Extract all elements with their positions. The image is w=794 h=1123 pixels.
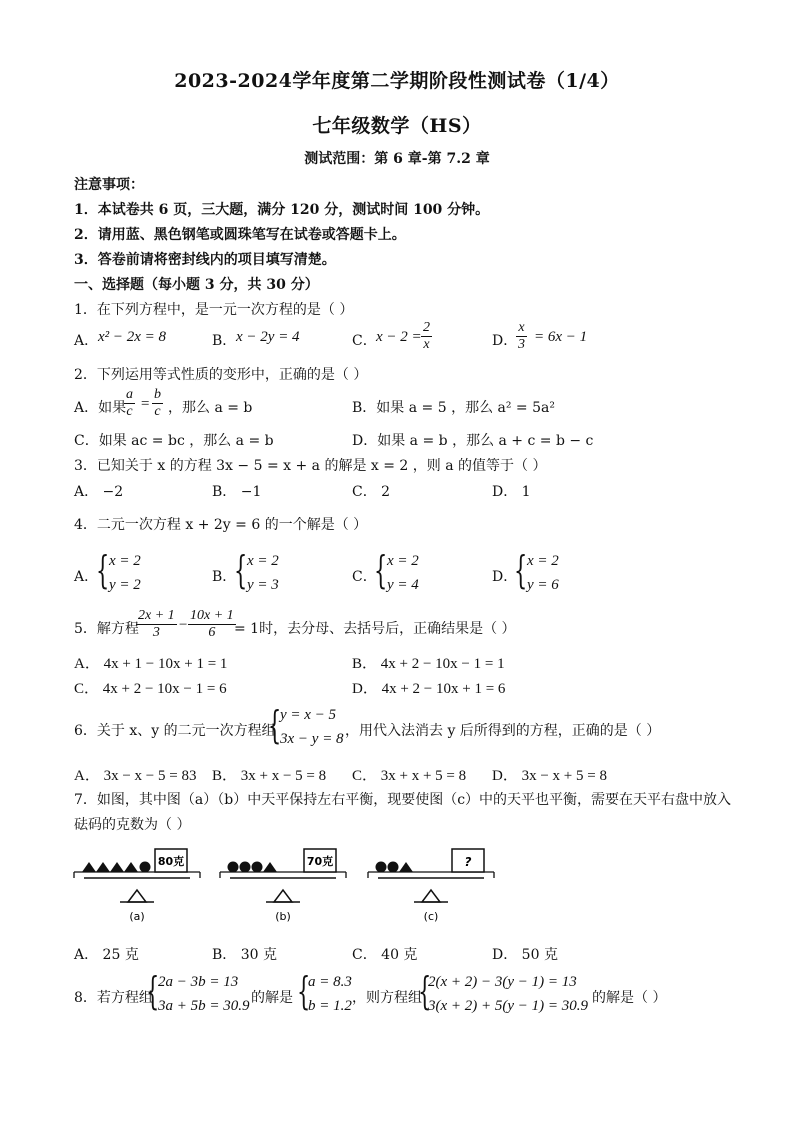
q6-equation-2: 3x − y = 8 [280, 731, 344, 747]
q4-option-d-brace: { [514, 548, 528, 592]
q4-option-a-y: y = 2 [109, 577, 141, 593]
q5-fraction-2: $\frac{10x + 1}{6}$ [190, 608, 234, 640]
q1-option-d-label: D． [492, 333, 518, 349]
q5-option-c: C． 4x + 2 − 10x − 1 = 6 [74, 681, 227, 697]
test-scope: 测试范围：第 6 章-第 7.2 章 [304, 151, 490, 167]
q5-option-a: A． 4x + 1 − 10x + 1 = 1 [74, 656, 228, 672]
q2-option-d: D．如果 a = b ，那么 a + c = b − c [352, 433, 594, 449]
q1-option-c-fraction: $\frac{2}{x}$ [423, 320, 430, 352]
figure-label-b: (b) [275, 910, 291, 923]
q1-option-a-label: A． [74, 333, 99, 349]
weight-label-c: ? [464, 855, 472, 869]
q8-equation-1: 2a − 3b = 13 [158, 974, 239, 990]
q6-stem-pre: 6．关于 x、y 的二元一次方程组 [74, 723, 276, 739]
q2-option-a-fraction-1: $\frac{a}{c}$ [126, 387, 133, 419]
q4-option-d-x: x = 2 [527, 553, 559, 569]
q1-option-d-fraction: $\frac{x}{3}$ [518, 320, 525, 352]
question-7-stem-line-2: 砝码的克数为（ ） [74, 817, 191, 833]
exam-subtitle: 七年级数学（HS） [312, 115, 482, 137]
exam-title: 2023-2024学年度第二学期阶段性测试卷（1/4） [174, 70, 620, 92]
q4-option-c-x: x = 2 [387, 553, 419, 569]
balance-scale-c [368, 849, 494, 923]
q5-minus: − [178, 617, 189, 633]
q6-system-brace: { [268, 703, 282, 747]
q8-stem-post: 的解是（ ） [592, 990, 667, 1006]
q1-option-b: x − 2y = 4 [236, 329, 300, 345]
q8-system-2-brace: { [418, 969, 432, 1013]
q8-solution-brace: { [297, 969, 311, 1013]
q3-option-b: B． −1 [212, 484, 262, 500]
q5-option-d: D． 4x + 2 − 10x + 1 = 6 [352, 681, 506, 697]
q5-stem-post: = 1时，去分母、去括号后，正确结果是（ ） [234, 621, 516, 637]
q2-option-a-pre: A．如果 [74, 400, 127, 416]
q8-solution-a: a = 8.3 [308, 974, 352, 990]
q6-option-c: C． 3x + x + 5 = 8 [352, 768, 467, 784]
q4-option-c-brace: { [374, 548, 388, 592]
weight-label-b: 70克 [306, 855, 334, 868]
q2-option-a-post: ，那么 a = b [168, 400, 253, 416]
q1-option-c-lhs: x − 2 = [376, 329, 422, 345]
q4-option-b-x: x = 2 [247, 553, 279, 569]
q8-stem-mid: 的解是 [251, 990, 293, 1006]
notes-heading: 注意事项： [74, 177, 144, 193]
q7-option-c: C． 40 克 [352, 947, 418, 963]
q1-option-a: x² − 2x = 8 [98, 329, 167, 345]
balance-scale-b [220, 849, 346, 923]
q1-option-d-rhs: = 6x − 1 [534, 329, 588, 345]
figure-label-a: (a) [129, 910, 145, 923]
note-item: 3．答卷前请将密封线内的项目填写清楚。 [74, 252, 336, 268]
q1-option-c-label: C． [352, 333, 377, 349]
q3-option-d: D． 1 [492, 484, 531, 500]
q8-equation-2: 3a + 5b = 30.9 [158, 998, 250, 1014]
weight-label-a: 80克 [157, 855, 185, 868]
q3-option-a: A． −2 [74, 484, 124, 500]
q1-option-b-label: B． [212, 333, 237, 349]
q3-option-c: C． 2 [352, 484, 391, 500]
q4-option-a-brace: { [96, 548, 110, 592]
q2-option-c: C．如果 ac = bc ，那么 a = b [74, 433, 274, 449]
question-1-stem: 1．在下列方程中，是一元一次方程的是（ ） [74, 302, 354, 318]
q2-option-b: B．如果 a = 5 ，那么 a² = 5a² [352, 400, 555, 416]
q4-option-c-label: C． [352, 569, 377, 585]
q4-option-b-y: y = 3 [247, 577, 279, 593]
q6-equation-1: y = x − 5 [280, 707, 337, 723]
q4-option-c-y: y = 4 [387, 577, 419, 593]
note-item: 1．本试卷共 6 页，三大题，满分 120 分，测试时间 100 分钟。 [74, 202, 490, 218]
q8-system-1-brace: { [146, 969, 160, 1013]
q4-option-d-y: y = 6 [527, 577, 559, 593]
q8-equation-4: 3(x + 2) + 5(y − 1) = 30.9 [428, 998, 589, 1014]
q2-option-a-fraction-2: $\frac{b}{c}$ [154, 387, 161, 419]
balance-scale-a [74, 849, 200, 923]
q7-option-d: D． 50 克 [492, 947, 558, 963]
question-3-stem: 3．已知关于 x 的方程 3x − 5 = x + a 的解是 x = 2 ，则 a 的值等于（ ） [74, 458, 547, 474]
q7-option-a: A． 25 克 [74, 947, 139, 963]
q5-stem-pre: 5．解方程 [74, 621, 139, 637]
q4-option-d-label: D． [492, 569, 518, 585]
question-4-stem: 4．二元一次方程 x + 2y = 6 的一个解是（ ） [74, 517, 368, 533]
question-7-stem-line-1: 7．如图，其中图（a）（b）中天平保持左右平衡，现要使图（c）中的天平也平衡，需要在天平右盘中放入 [74, 792, 732, 808]
q6-option-b: B． 3x + x − 5 = 8 [212, 768, 327, 784]
q6-stem-post: ，用代入法消去 y 后所得到的方程，正确的是（ ） [345, 723, 661, 739]
note-item: 2．请用蓝、黑色钢笔或圆珠笔写在试卷或答题卡上。 [74, 227, 406, 243]
q5-fraction-1: $\frac{2x + 1}{3}$ [138, 608, 175, 640]
q4-option-a-x: x = 2 [109, 553, 141, 569]
question-2-stem: 2．下列运用等式性质的变形中，正确的是（ ） [74, 367, 368, 383]
q6-option-a: A． 3x − x − 5 = 83 [74, 768, 197, 784]
q8-equation-3: 2(x + 2) − 3(y − 1) = 13 [428, 974, 577, 990]
q5-option-b: B． 4x + 2 − 10x − 1 = 1 [352, 656, 505, 672]
q6-option-d: D． 3x − x + 5 = 8 [492, 768, 607, 784]
q8-stem-mid-2: ，则方程组 [352, 990, 422, 1006]
q8-solution-b: b = 1.2 [308, 998, 352, 1014]
balance-scales-figure [70, 842, 510, 924]
q8-stem-pre: 8．若方程组 [74, 990, 153, 1006]
q2-option-a-equals: = [140, 396, 151, 412]
q4-option-b-brace: { [234, 548, 248, 592]
q4-option-b-label: B． [212, 569, 237, 585]
section-heading: 一、选择题（每小题 3 分，共 30 分） [74, 277, 319, 293]
figure-label-c: (c) [423, 910, 439, 923]
q7-option-b: B． 30 克 [212, 947, 278, 963]
q4-option-a-label: A． [74, 569, 99, 585]
